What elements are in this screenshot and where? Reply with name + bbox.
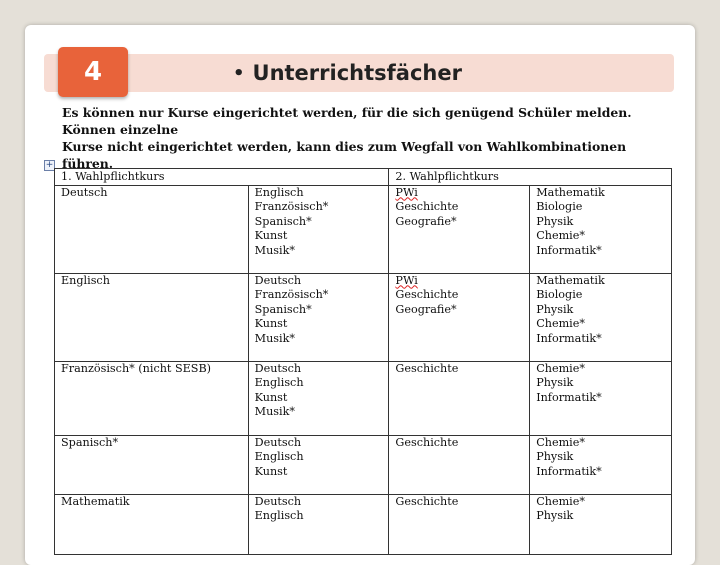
subject-item: Chemie* <box>536 435 585 449</box>
subject-item: Geschichte <box>395 435 459 449</box>
subject-item: Musik* <box>254 331 295 345</box>
subject-item: Englisch <box>254 509 304 522</box>
table-row <box>55 273 672 361</box>
first-course-cell: Mathematik <box>55 494 249 554</box>
table-row <box>55 361 672 435</box>
subject-item: Mathematik <box>536 273 605 287</box>
fourth-subject-list <box>530 361 672 435</box>
subject-item: Kunst <box>254 464 288 478</box>
third-subject-list <box>389 273 530 361</box>
subject-item: Geschichte <box>395 494 459 508</box>
table-row <box>55 494 672 554</box>
table-header-row <box>55 169 672 186</box>
subject-item: Geschichte <box>395 361 459 375</box>
slide-title-text: Unterrichtsfächer <box>252 61 462 85</box>
subject-item: Chemie* <box>536 361 585 375</box>
subject-item: Biologie <box>536 200 583 213</box>
subject-item: Geschichte <box>395 288 459 301</box>
subject-item: Englisch <box>254 450 304 463</box>
subject-item: Geografie* <box>395 214 457 228</box>
subject-item: Englisch <box>254 376 304 389</box>
subject-item: Informatik* <box>536 331 602 345</box>
subject-item: Kunst <box>254 317 288 330</box>
fourth-subject-list <box>530 494 672 554</box>
third-subject-list <box>389 185 530 273</box>
intro-line-1: Es können nur Kurse eingerichtet werden, für die sich genügend Schüler melden. Können einzelne <box>62 105 632 137</box>
fourth-subject-list <box>530 273 672 361</box>
subject-item: Physik <box>536 509 574 522</box>
subject-item: Spanisch* <box>254 302 312 316</box>
table-move-handle-icon[interactable]: + <box>45 160 54 170</box>
column-header-second-course: 2. Wahlpflichtkurs <box>389 169 672 186</box>
subject-item: Informatik* <box>536 243 602 257</box>
subject-item: Mathematik <box>536 185 605 199</box>
subject-item: Physik <box>536 450 574 463</box>
first-course-cell: Deutsch <box>55 185 249 273</box>
subject-item: Deutsch <box>254 273 302 287</box>
third-subject-list <box>389 361 530 435</box>
bullet-icon: • <box>233 62 245 84</box>
subject-item: Französisch* <box>254 288 329 301</box>
subject-item: Chemie* <box>536 494 585 508</box>
first-course-cell: Französisch* (nicht SESB) <box>55 361 249 435</box>
first-course-cell: Spanisch* <box>55 435 249 494</box>
subject-item: PWi <box>395 185 418 199</box>
table-row <box>55 185 672 273</box>
subject-item: Biologie <box>536 288 583 301</box>
second-subject-list <box>248 435 389 494</box>
subject-item: Physik <box>536 214 574 228</box>
third-subject-list <box>389 494 530 554</box>
subject-item: Deutsch <box>254 494 302 508</box>
subject-item: Chemie* <box>536 317 585 330</box>
second-subject-list <box>248 185 389 273</box>
intro-line-2: Kurse nicht eingerichtet werden, kann dies zum Wegfall von Wahlkombinationen führen. <box>62 139 627 171</box>
second-subject-list <box>248 361 389 435</box>
subject-item: Englisch <box>254 185 304 199</box>
subject-item: Französisch* <box>254 200 329 213</box>
column-header-first-course: 1. Wahlpflichtkurs <box>55 169 389 186</box>
fourth-subject-list <box>530 185 672 273</box>
slide-number: 4 <box>83 57 103 87</box>
course-table <box>54 168 672 555</box>
subject-item: Deutsch <box>254 361 302 375</box>
fourth-subject-list <box>530 435 672 494</box>
first-course-cell: Englisch <box>55 273 249 361</box>
subject-item: Geografie* <box>395 302 457 316</box>
subject-item: Spanisch* <box>254 214 312 228</box>
subject-item: Kunst <box>254 229 288 242</box>
subject-item: Informatik* <box>536 464 602 478</box>
slide-title <box>233 58 462 88</box>
third-subject-list <box>389 435 530 494</box>
second-subject-list <box>248 273 389 361</box>
subject-item: Physik <box>536 302 574 316</box>
subject-item: Musik* <box>254 405 295 418</box>
subject-item: Musik* <box>254 243 295 257</box>
subject-item: Kunst <box>254 390 288 404</box>
subject-item: Deutsch <box>254 435 302 449</box>
table-row <box>55 435 672 494</box>
slide-number-badge <box>58 47 128 97</box>
second-subject-list <box>248 494 389 554</box>
subject-item: PWi <box>395 273 418 287</box>
subject-item: Physik <box>536 376 574 389</box>
subject-item: Chemie* <box>536 229 585 242</box>
subject-item: Geschichte <box>395 200 459 213</box>
subject-item: Informatik* <box>536 390 602 404</box>
intro-paragraph <box>62 104 672 172</box>
